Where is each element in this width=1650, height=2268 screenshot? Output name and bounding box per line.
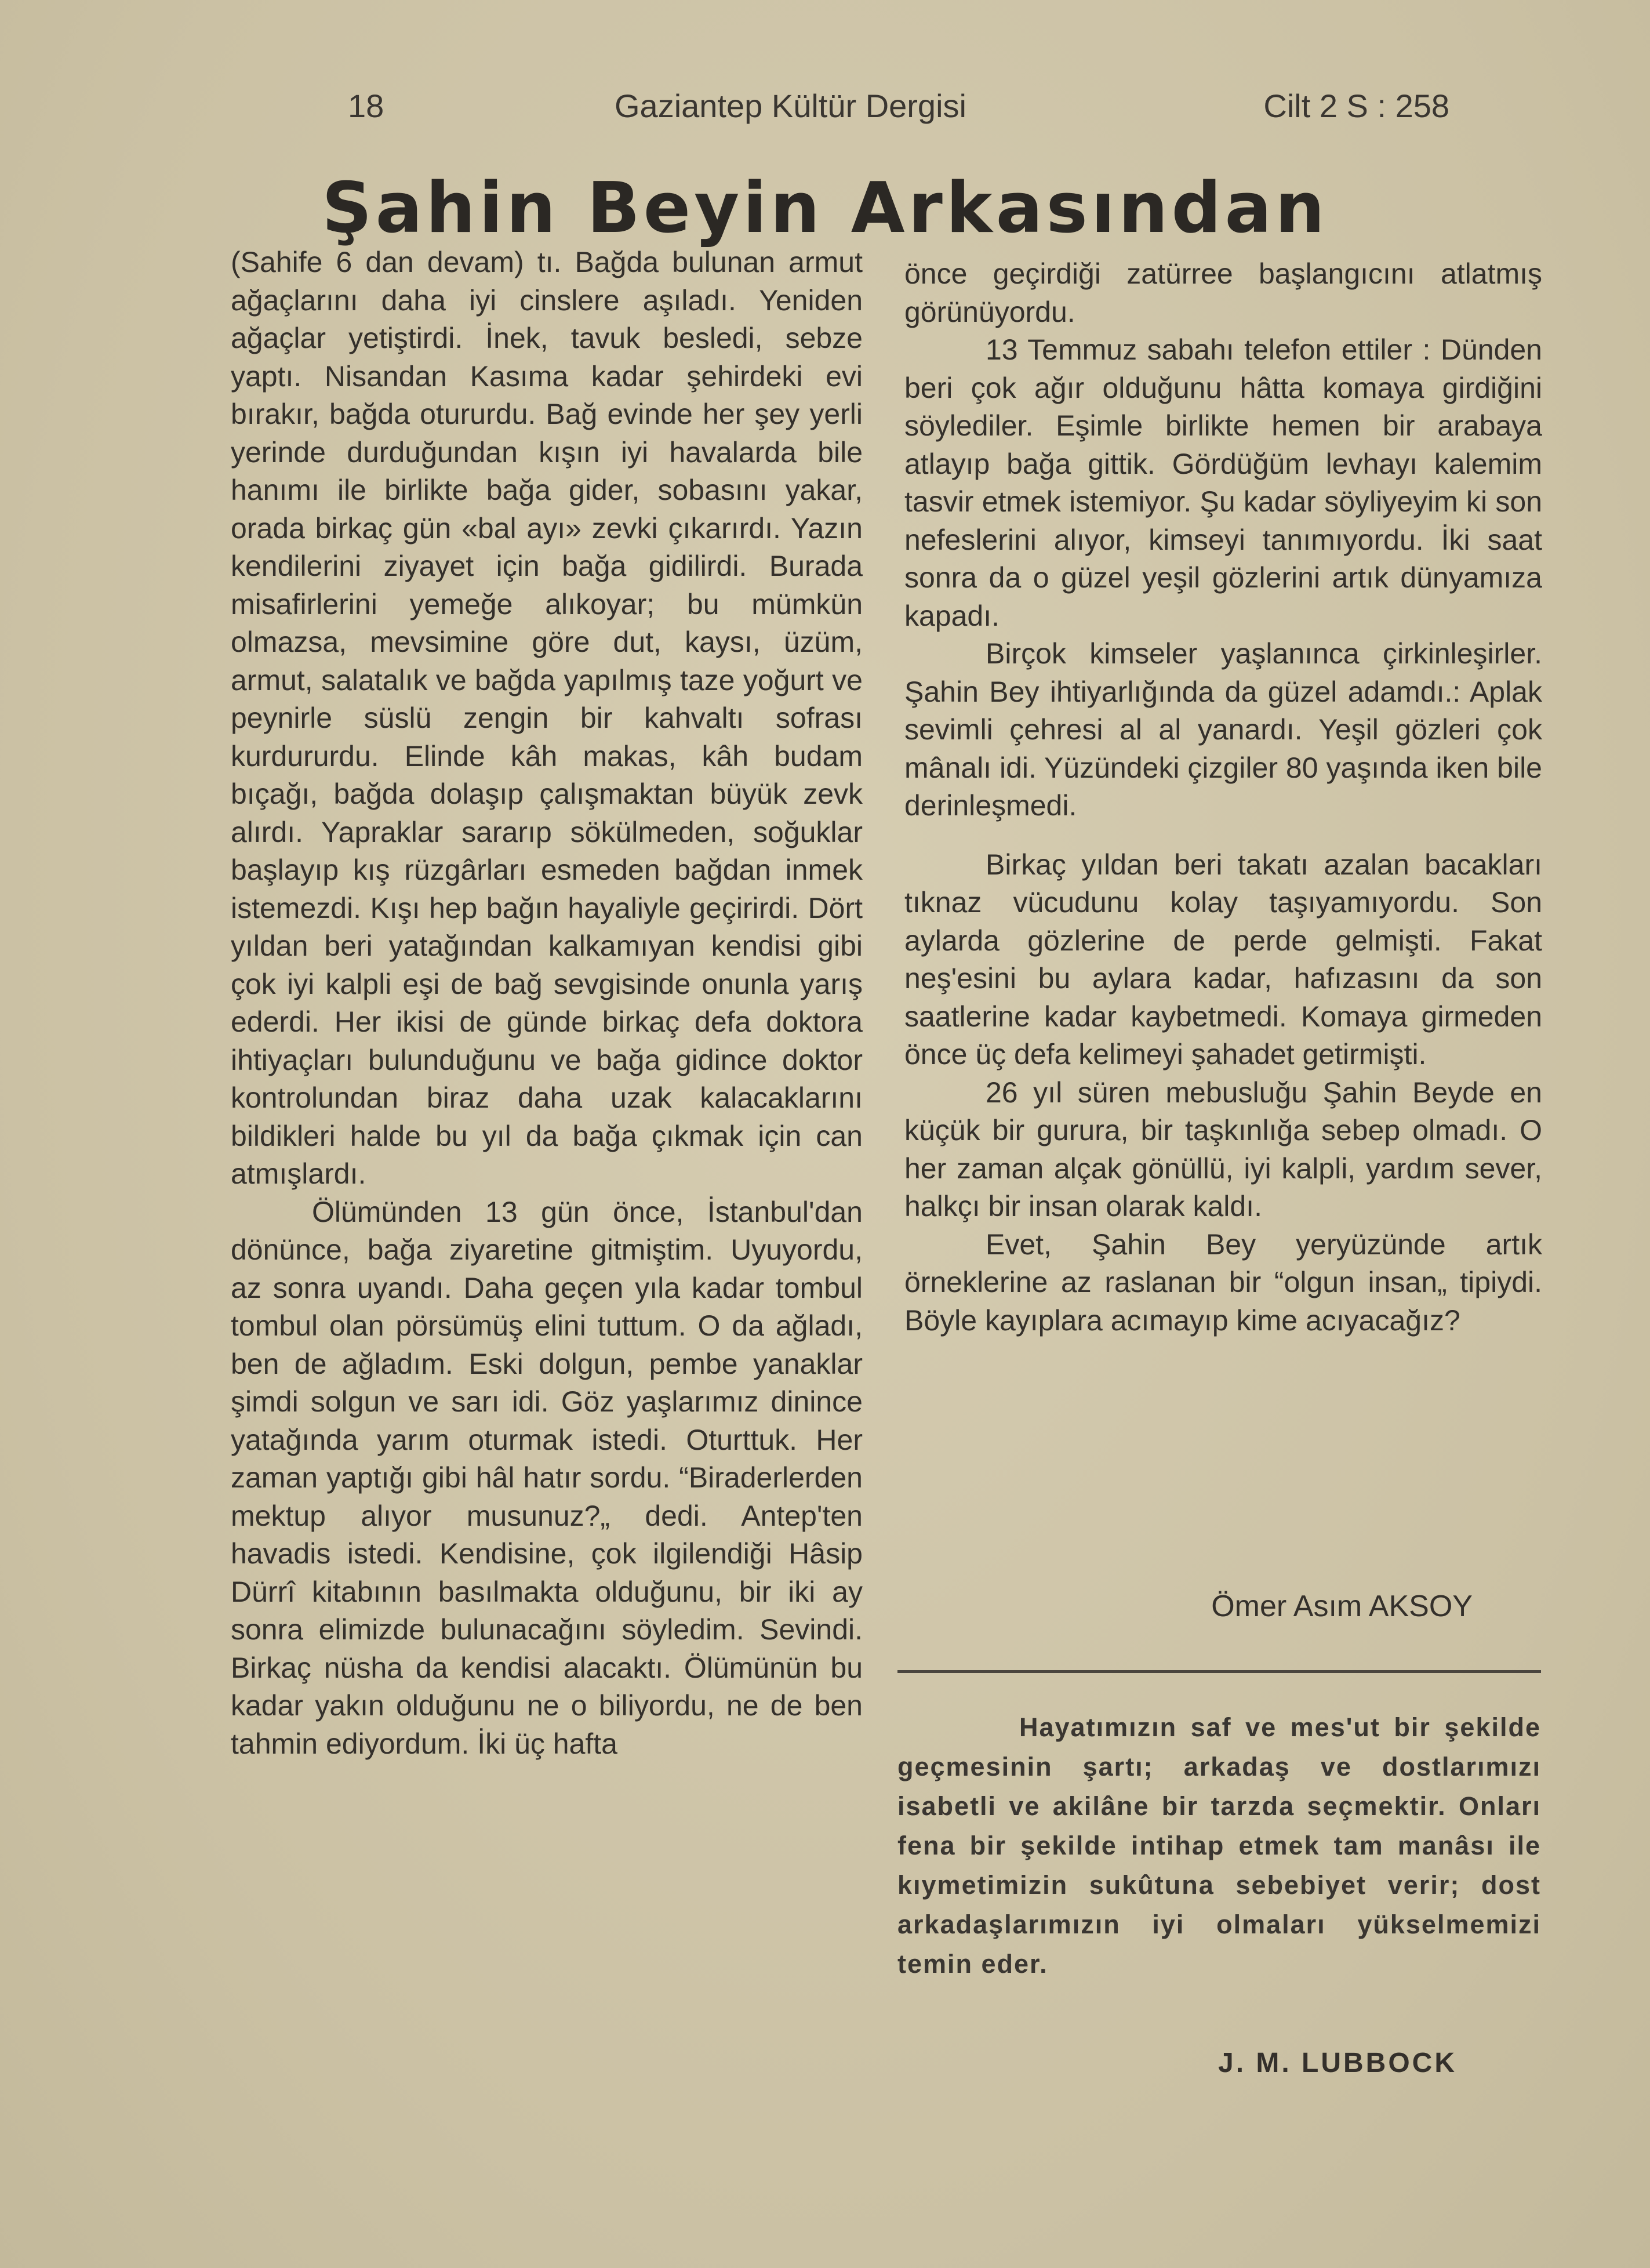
article-author: Ömer Asım AKSOY <box>1211 1590 1473 1623</box>
divider <box>897 1670 1541 1673</box>
quote-text: Hayatımızın saf ve mes'ut bir şekilde geçmesinin şartı; arkadaş ve dostlarımızı isabetli ve akilâne bir tarzda seçmektir. Onları fena bir şekilde intihap etmek tam manâsı ile kıymetimizin sukûtuna sebebiyet verir; dost arkadaşlarımızın iyi olmaları yükselmemizi temin eder. <box>897 1712 1541 1979</box>
quote-author: J. M. LUBBOCK <box>1218 2048 1457 2078</box>
page-header <box>220 87 1449 133</box>
paragraph: Evet, Şahin Bey yeryüzünde artık örneklerine az raslanan bir “olgun insan„ tipiydi. Böyle kayıplara acımayıp kime acıyacağız? <box>904 1228 1542 1337</box>
paragraph: Birçok kimseler yaşlanınca çirkinleşirler. Şahin Bey ihtiyarlığında da güzel adamdı.: Aplak sevimli çehresi al al yanardı. Yeşil gözleri çok mânalı idi. Yüzündeki çizgiler 80 yaşında iken bile derinleşmedi. <box>904 637 1542 822</box>
right-column <box>904 255 1542 1340</box>
left-column <box>231 244 863 1763</box>
paragraph: 26 yıl süren mebusluğu Şahin Beyde en küçük bir gurura, bir taşkınlığa sebep olmadı. O her zaman alçak gönüllü, iyi kalpli, yardım sever, halkçı bir insan olarak kaldı. <box>904 1076 1542 1222</box>
volume-info: Cilt 2 S : 258 <box>1263 88 1449 124</box>
paragraph: önce geçirdiği zatürree başlangıcını atlatmış görünüyordu. <box>904 257 1542 328</box>
paragraph: (Sahife 6 dan devam) tı. Bağda bulunan armut ağaçlarını daha iyi cinslere aşıladı. Yeniden ağaçlar yetiştirdi. İnek, tavuk besledi, sebze yaptı. Nisandan Kasıma kadar şehirdeki evi bırakır, bağda otururdu. Bağ evinde her şey yerli yerinde durduğundan kışın iyi havalarda bile hanımı ile birlikte bağa gider, sobasını yakar, orada birkaç gün «bal ayı» zevki çıkarırdı. Yazın kendilerini ziyayet için bağa gidilirdi. Burada misafirlerini yemeğe alıkoyar; bu mümkün olmazsa, mevsimine göre dut, kaysı, üzüm, armut, salatalık ve bağda yapılmış taze yoğurt ve peynirle süslü zengin bir kahvaltı sofrası kurdururdu. Elinde kâh makas, kâh budam bıçağı, bağda dolaşıp çalışmaktan büyük zevk alırdı. Yapraklar sararıp sökülmeden, soğuklar başlayıp kış rüzgârları esmeden bağdan inmek istemezdi. Kışı hep bağın hayaliyle geçirirdi. Dört yıldan beri yatağından kalkamıyan kendisi gibi çok iyi kalpli eşi de bağ sevgisinde onunla yarış ederdi. Her ikisi de günde birkaç defa doktora ihtiyaçları bulunduğunu ve bağa gidince doktor kontrolundan biraz daha uzak kalacaklarını bildikleri halde bu yıl da bağa çıkmak için can atmışlardı. <box>231 246 863 1190</box>
paragraph: 13 Temmuz sabahı telefon ettiler : Dünden beri çok ağır olduğunu hâtta komaya girdiğini söylediler. Eşimle birlikte hemen bir arabaya atlayıp bağa gittik. Gördüğüm levhayı kalemim tasvir etmek istemiyor. Şu kadar söyliyeyim ki son nefeslerini alıyor, kimseyi tanımıyordu. İki saat sonra da o güzel yeşil gözlerini artık dünyamıza kapadı. <box>904 333 1542 632</box>
page-number: 18 <box>348 88 384 124</box>
magazine-name: Gaziantep Kültür Dergisi <box>615 88 966 124</box>
paragraph: Ölümünden 13 gün önce, İstanbul'dan dönünce, bağa ziyaretine gitmiştim. Uyuyordu, az sonra uyandı. Daha geçen yıla kadar tombul tombul olan pörsümüş elini tuttum. O da ağladı, ben de ağladım. Eski dolgun, pembe yanaklar şimdi solgun ve sarı idi. Göz yaşlarımız dinince yatağında yarım oturmak istedi. Oturttuk. Her zaman yaptığı gibi hâl hatır sordu. “Biraderlerden mektup alıyor musunuz?„ dedi. Antep'ten havadis istedi. Kendisine, çok ilgilendiği Hâsip Dürrî kitabının basılmakta olduğunu, bir iki ay sonra elimizde bulunacağını söyledim. Sevindi. Birkaç nüsha da kendisi alacaktı. Ölümünün bu kadar yakın olduğunu ne o biliyordu, ne de ben tahmin ediyordum. İki üç hafta <box>231 1195 863 1760</box>
article-title: Şahin Beyin Arkasından <box>322 168 1328 249</box>
quote-box <box>897 1708 1541 1984</box>
paragraph: Birkaç yıldan beri takatı azalan bacakları tıknaz vücudunu kolay taşıyamıyordu. Son aylarda gözlerine de perde gelmişti. Fakat neş'esini bu aylara kadar, hafızasını da son saatlerine kadar kaybetmedi. Komaya girmeden önce üç defa kelimeyi şahadet getirmişti. <box>904 848 1542 1071</box>
